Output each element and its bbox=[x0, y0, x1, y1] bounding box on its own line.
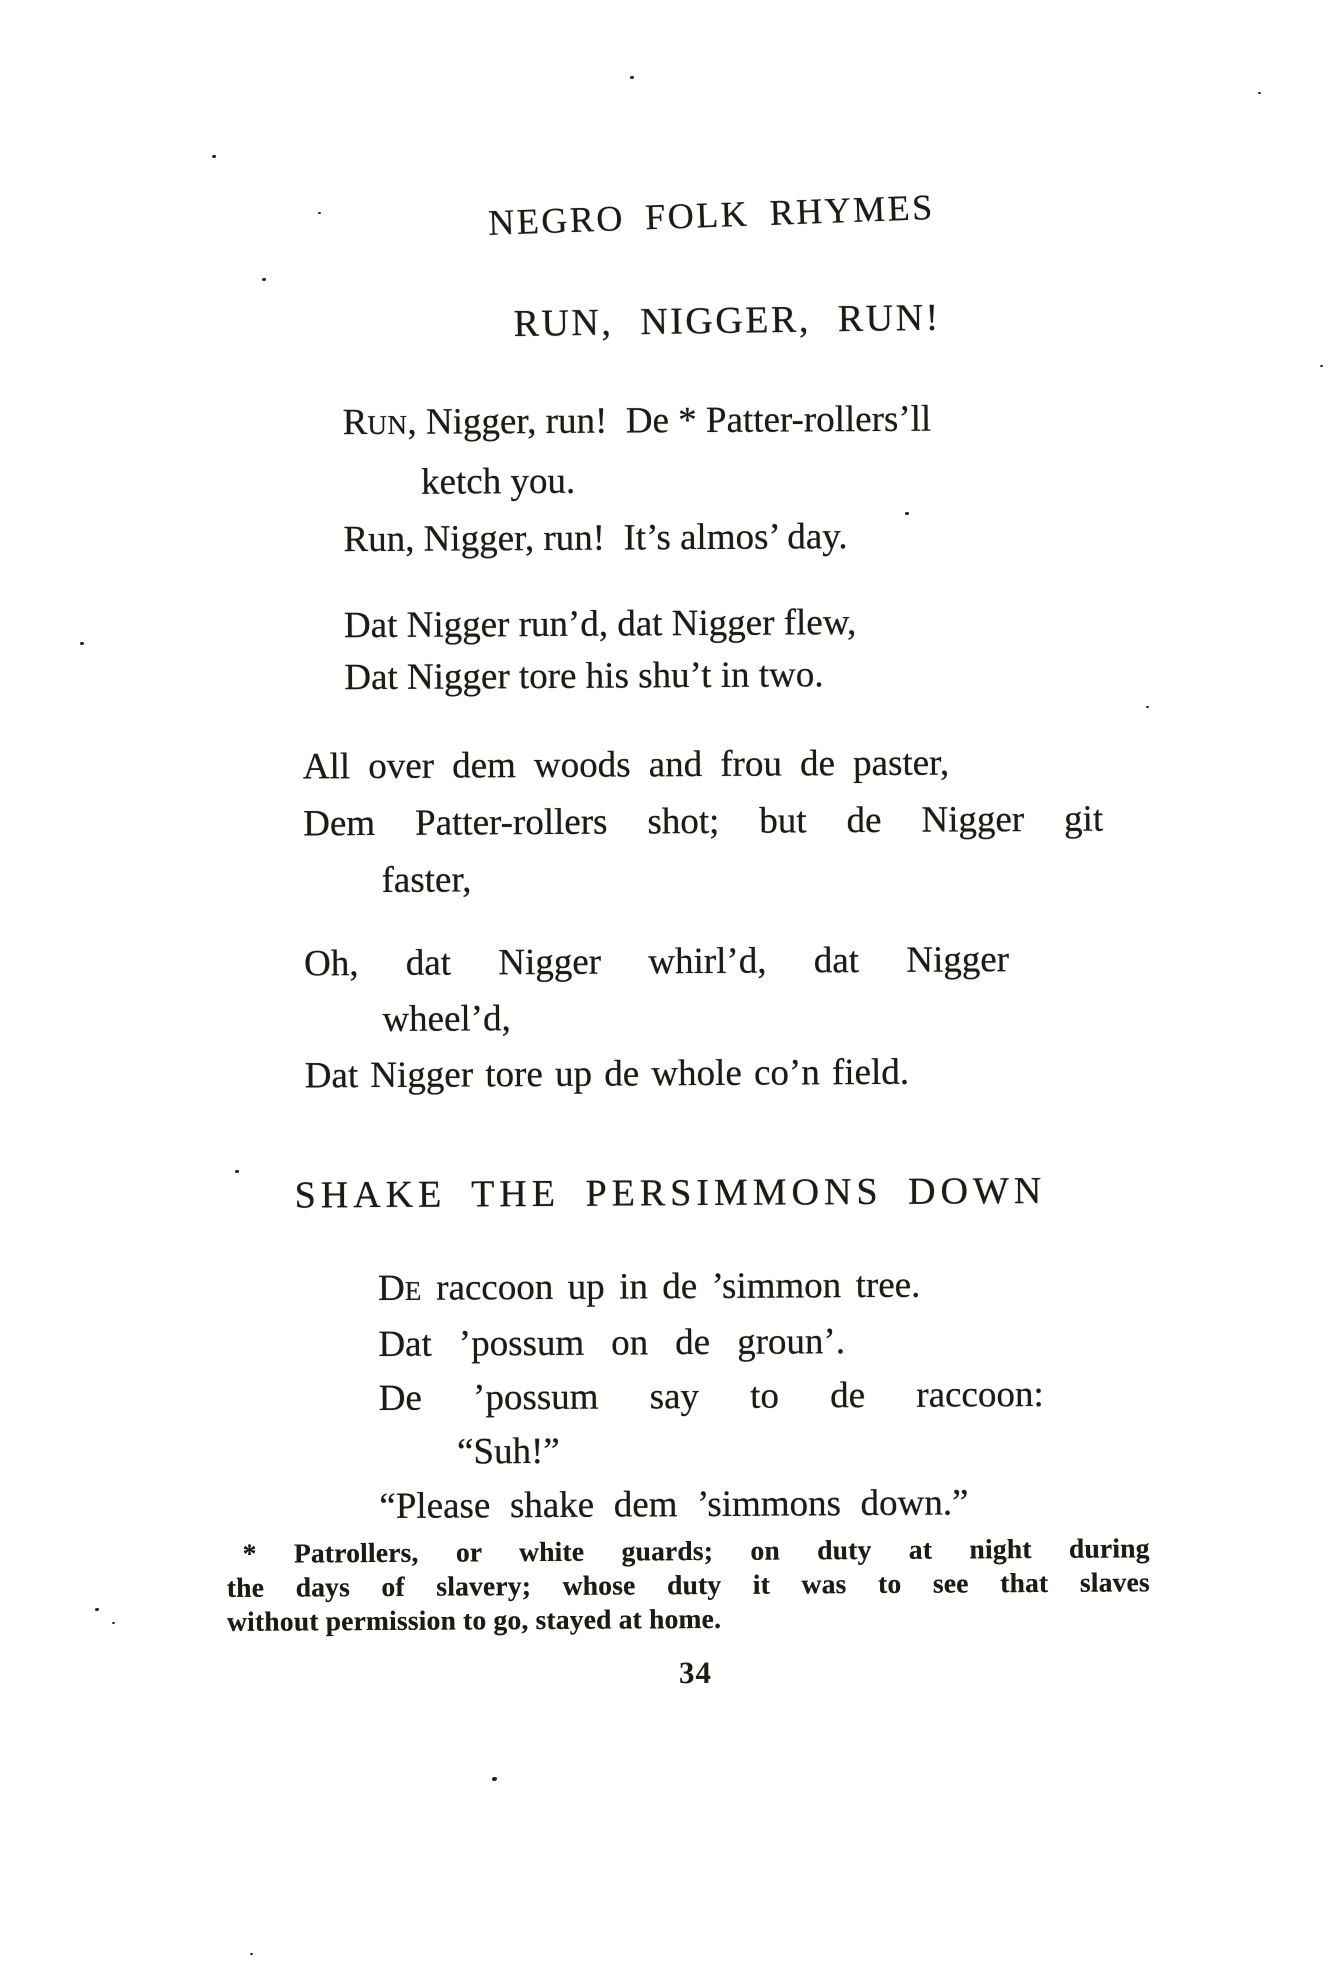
poem-line bbox=[378, 1257, 1163, 1318]
scan-speck bbox=[80, 642, 84, 645]
poem-line bbox=[378, 1313, 1163, 1372]
poem-line bbox=[305, 1043, 1162, 1104]
scan-speck bbox=[1320, 365, 1323, 367]
text-segment: ketch you. bbox=[420, 460, 576, 503]
footnote-lines bbox=[227, 1531, 1151, 1639]
scan-speck bbox=[112, 1622, 115, 1624]
poem-line bbox=[343, 389, 1158, 454]
text-column bbox=[226, 0, 1167, 1981]
poem-line bbox=[304, 932, 1009, 992]
scan-speck bbox=[235, 1170, 239, 1173]
text-segment: raccoon up in de ’simmon tree. bbox=[421, 1264, 921, 1309]
small-caps-segment: UN bbox=[367, 409, 408, 441]
poem-line bbox=[343, 506, 1158, 568]
stanza bbox=[239, 595, 1160, 705]
text-segment: Dem Patter-rollers shot; but de Nigger git bbox=[303, 798, 1104, 845]
poem-line bbox=[381, 847, 1160, 909]
poem-line bbox=[344, 595, 1159, 652]
poem-line bbox=[382, 987, 1161, 1048]
small-caps-segment: E bbox=[404, 1275, 422, 1306]
poem-line bbox=[303, 733, 1160, 795]
footnote-line: without permission to go, stayed at home. bbox=[226, 1602, 722, 1637]
text-segment: Dat Nigger tore his shu’t in two. bbox=[344, 654, 824, 699]
running-header: NEGRO FOLK RHYMES bbox=[487, 186, 936, 243]
footnote-line: the days of slavery; whose duty it was to see that slaves bbox=[226, 1566, 1150, 1603]
footnote bbox=[227, 1531, 1151, 1639]
poem-line bbox=[421, 449, 1158, 511]
scan-speck bbox=[1258, 92, 1261, 94]
poem-line bbox=[303, 791, 1103, 853]
scan-speck bbox=[212, 155, 216, 158]
text-segment: R bbox=[342, 402, 368, 444]
text-segment: Dat Nigger tore up de whole co’n field. bbox=[304, 1051, 910, 1097]
scan-speck bbox=[95, 1608, 99, 1611]
text-segment: All over dem woods and frou de paster, bbox=[302, 742, 950, 788]
text-segment: “Suh!” bbox=[456, 1430, 560, 1473]
text-segment: , Nigger, run! De * Patter-rollers’ll bbox=[407, 398, 932, 443]
poem-line bbox=[379, 1475, 1164, 1534]
text-segment: faster, bbox=[381, 859, 472, 901]
stanza bbox=[243, 1257, 1165, 1535]
poem-line bbox=[379, 1368, 1044, 1426]
text-segment: Run, Nigger, run! It’s almos’ day. bbox=[343, 516, 848, 561]
poem-title: SHAKE THE PERSIMMONS DOWN bbox=[294, 1169, 1047, 1217]
text-segment: Dat ’possum on de groun’. bbox=[378, 1321, 846, 1365]
page-number: 34 bbox=[678, 1654, 712, 1691]
text-segment: “Please shake dem ’simmons down.” bbox=[379, 1482, 969, 1527]
poem-line bbox=[344, 647, 1159, 704]
poem-line bbox=[457, 1421, 1164, 1479]
text-segment: wheel’d, bbox=[382, 998, 511, 1040]
footnote-line: * Patrollers, or white guards; on duty at night during bbox=[242, 1532, 1150, 1569]
stanza bbox=[238, 389, 1159, 569]
poem-title: RUN, NIGGER, RUN! bbox=[513, 296, 941, 345]
stanza bbox=[240, 733, 1161, 910]
text-segment: De ’possum say to de raccoon: bbox=[378, 1373, 1044, 1419]
text-segment: Dat Nigger run’d, dat Nigger flew, bbox=[343, 602, 857, 647]
stanza bbox=[241, 931, 1162, 1105]
text-segment: Oh, dat Nigger whirl’d, dat Nigger bbox=[303, 939, 1010, 985]
text-segment: D bbox=[377, 1267, 405, 1309]
